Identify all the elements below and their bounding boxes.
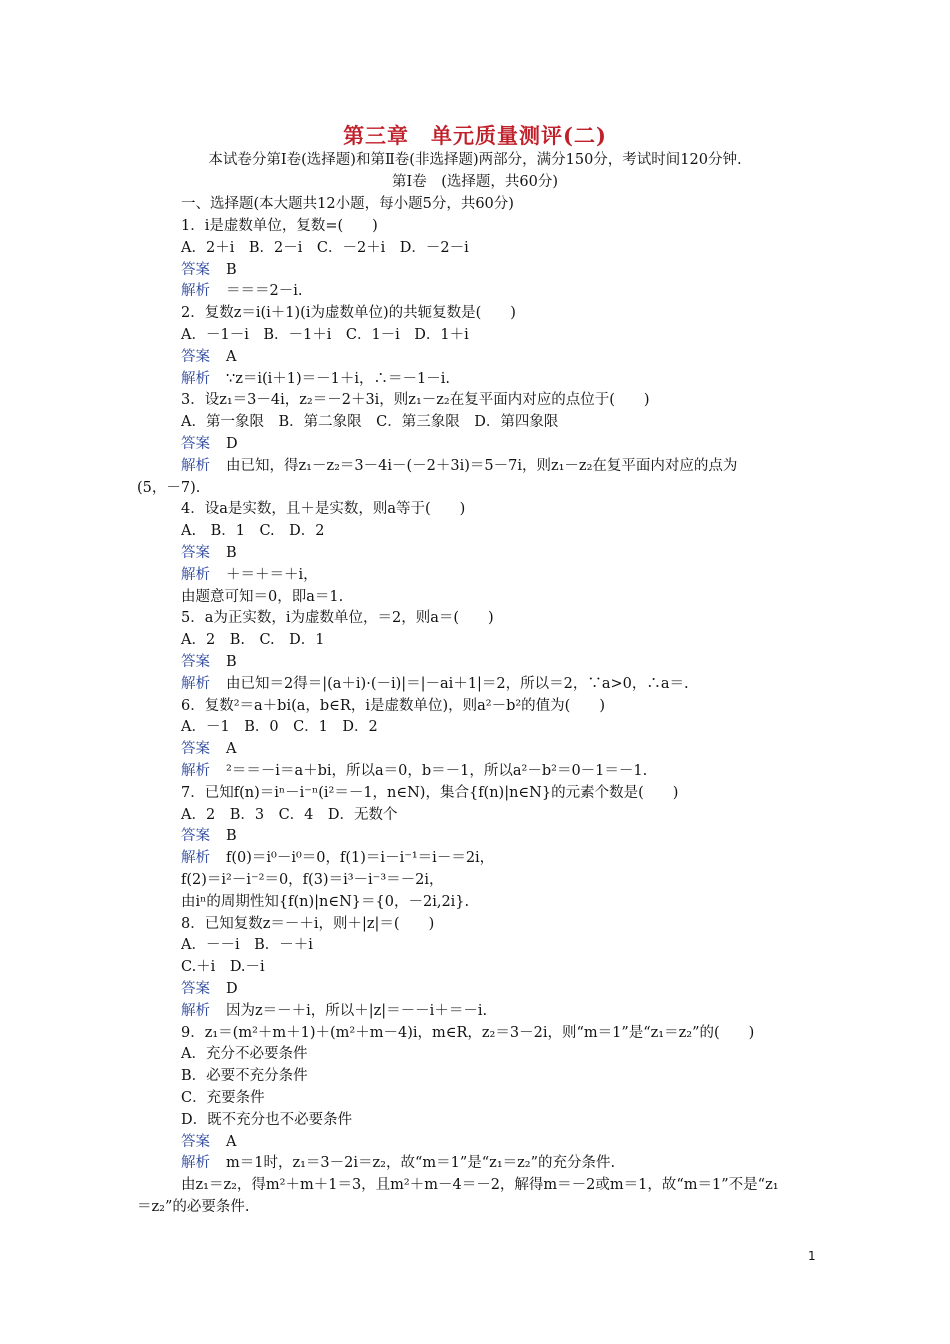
analysis-label: 解析 — [181, 370, 210, 387]
answer-value: A — [226, 348, 237, 365]
analysis-line — [181, 456, 737, 478]
text-line: ＝z₂”的必要条件. — [137, 1199, 250, 1215]
answer-value: B — [226, 654, 237, 670]
analysis-label: 解析 — [181, 850, 210, 867]
answer-line — [181, 434, 238, 456]
text-line: 1．i是虚数单位，复数=( ) — [181, 218, 378, 234]
answer-value: B — [226, 828, 237, 845]
text-line: 由iⁿ的周期性知{f(n)|n∈N}＝{0，－2i,2i}. — [181, 893, 470, 910]
analysis-label: 解析 — [181, 1002, 210, 1019]
analysis-line — [181, 674, 689, 696]
analysis-text: m＝1时，z₁＝3－2i＝z₂，故“m＝1”是“z₁＝z₂”的充分条件. — [226, 1155, 616, 1172]
text-line: A．－1 B．0 C．1 D．2 — [181, 719, 378, 736]
exam-intro: 本试卷分第Ⅰ卷(选择题)和第Ⅱ卷(非选择题)两部分，满分150分，考试时间120分钟. — [208, 152, 742, 168]
text-line: A．－1－i B．－1＋i C．1－i D．1＋i — [181, 327, 469, 343]
answer-label: 答案 — [181, 981, 210, 997]
answer-value: D — [226, 436, 238, 452]
analysis-text: f(0)＝i⁰－i⁰＝0，f(1)＝i－i⁻¹＝i－＝2i， — [226, 850, 495, 867]
answer-value: B — [226, 261, 237, 278]
text-line: C．充要条件 — [181, 1090, 265, 1106]
text-line: 由题意可知＝0，即a＝1. — [181, 588, 344, 605]
text-line: A．第一象限 B．第二象限 C．第三象限 D．第四象限 — [181, 414, 559, 431]
page-title: 第三章 单元质量测评(二) — [343, 123, 607, 148]
answer-line — [181, 347, 236, 369]
answer-line — [181, 543, 237, 565]
answer-value: B — [226, 545, 237, 561]
answer-line — [181, 826, 237, 848]
answer-value: A — [226, 741, 237, 758]
text-line: 9．z₁＝(m²＋m＋1)＋(m²＋m－4)i，m∈R，z₂＝3－2i，则“m＝1”是“z₁＝z₂”的( ) — [181, 1024, 755, 1041]
text-line: 由z₁＝z₂，得m²＋m＋1＝3，且m²＋m－4＝－2，解得m＝－2或m＝1，故“m＝1”不是“z₁ — [181, 1177, 779, 1194]
text-line: A．充分不必要条件 — [181, 1046, 308, 1063]
answer-line — [181, 979, 238, 1001]
text-line: D．既不充分也不必要条件 — [181, 1111, 353, 1128]
text-line: A．－－i B．－＋i — [181, 937, 313, 954]
analysis-text: ²＝＝－i＝a＋bi，所以a＝0，b＝－1，所以a²－b²＝0－1＝－1. — [226, 763, 648, 779]
answer-label: 答案 — [181, 436, 210, 452]
text-line: (5，－7). — [137, 479, 201, 496]
analysis-line — [181, 281, 302, 303]
answer-label: 答案 — [181, 1133, 210, 1150]
analysis-line — [181, 761, 647, 783]
answer-line — [181, 652, 237, 674]
answer-line — [181, 739, 236, 761]
answer-line — [181, 1132, 236, 1154]
analysis-label: 解析 — [181, 675, 210, 692]
analysis-line — [181, 1153, 615, 1175]
text-line: 7．已知f(n)＝iⁿ－i⁻ⁿ(i²＝－1，n∈N)，集合{f(n)|n∈N}的元素个数是( ) — [181, 784, 679, 801]
analysis-label: 解析 — [181, 763, 210, 779]
analysis-label: 解析 — [181, 457, 210, 474]
text-line: 5．a为正实数，i为虚数单位，＝2，则a＝( ) — [181, 610, 494, 627]
page-number: 1 — [808, 1249, 816, 1263]
analysis-text: ＝＝＝2－i. — [226, 283, 303, 300]
answer-value: D — [226, 981, 238, 997]
answer-label: 答案 — [181, 545, 210, 561]
text-line: 4．设a是实数，且＋是实数，则a等于( ) — [181, 501, 466, 518]
analysis-line — [181, 1001, 487, 1023]
text-line: f(2)＝i²－i⁻²＝0，f(3)＝i³－i⁻³＝－2i， — [181, 872, 444, 888]
text-line: A．2＋i B．2－i C．－2＋i D．－2－i — [181, 239, 469, 256]
answer-line — [181, 260, 237, 282]
text-line: A．2 B. C. D．1 — [181, 632, 325, 649]
text-line: 3．设z₁＝3－4i，z₂＝－2＋3i，则z₁－z₂在复平面内对应的点位于( ) — [181, 392, 650, 409]
analysis-text: ＋＝＋＝＋i， — [226, 566, 318, 583]
text-line: 2．复数z＝i(i＋1)(i为虚数单位)的共轭复数是( ) — [181, 305, 516, 322]
analysis-line — [181, 369, 450, 391]
analysis-text: ∵z＝i(i＋1)＝－1＋i，∴＝－1－i. — [226, 370, 451, 387]
answer-value: A — [226, 1133, 237, 1150]
analysis-text: 由已知＝2得＝|(a＋i)·(－i)|＝|－ai＋1|＝2，所以＝2，∵a>0，∴a＝. — [226, 675, 689, 692]
text-line: C.＋i D.－i — [181, 959, 265, 976]
answer-label: 答案 — [181, 261, 210, 278]
analysis-text: 由已知，得z₁－z₂＝3－4i－(－2＋3i)＝5－7i，则z₁－z₂在复平面内对应的点为 — [226, 457, 738, 474]
analysis-line — [181, 565, 318, 587]
answer-label: 答案 — [181, 654, 210, 670]
analysis-label: 解析 — [181, 1155, 210, 1172]
answer-label: 答案 — [181, 741, 210, 758]
answer-label: 答案 — [181, 348, 210, 365]
part-heading: 第Ⅰ卷 (选择题，共60分) — [392, 174, 558, 190]
analysis-text: 因为z＝－＋i，所以＋|z|＝－－i＋＝－i. — [226, 1002, 488, 1019]
text-line: A. B．1 C. D．2 — [181, 523, 325, 540]
answer-label: 答案 — [181, 828, 210, 845]
analysis-label: 解析 — [181, 566, 210, 583]
text-line: 8．已知复数z＝－＋i，则＋|z|＝( ) — [181, 915, 435, 932]
text-line: A．2 B．3 C．4 D．无数个 — [181, 806, 398, 823]
section-heading: 一、选择题(本大题共12小题，每小题5分，共60分) — [181, 196, 514, 212]
text-line: 6．复数²＝a＋bi(a，b∈R，i是虚数单位)，则a²－b²的值为( ) — [181, 697, 605, 714]
analysis-line — [181, 848, 494, 870]
analysis-label: 解析 — [181, 283, 210, 300]
text-line: B．必要不充分条件 — [181, 1068, 308, 1085]
